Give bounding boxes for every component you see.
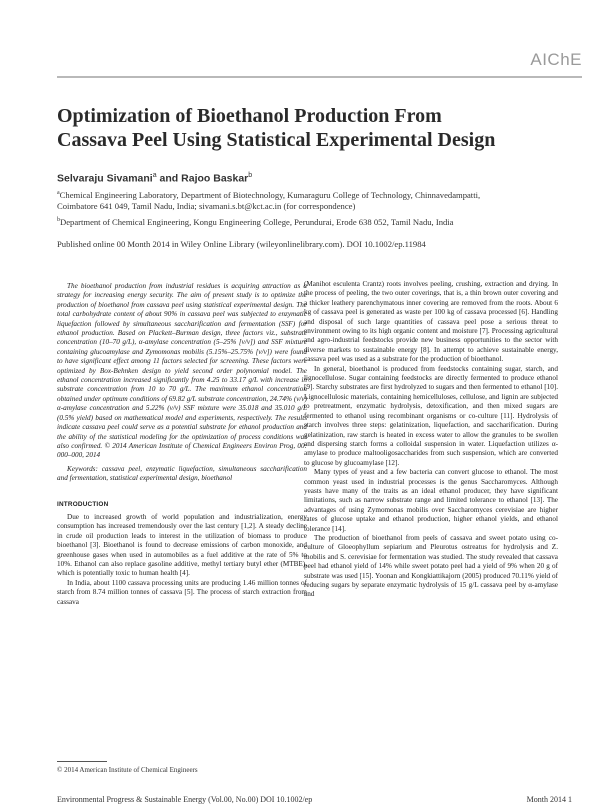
affiliation-b bbox=[57, 215, 577, 228]
journal-footer: Environmental Progress & Sustainable Energy (Vol.00, No.00) DOI 10.1002/ep bbox=[57, 795, 313, 804]
footnote-rule bbox=[57, 761, 107, 762]
author-2: Rajoo Baskar bbox=[181, 172, 249, 185]
left-column bbox=[57, 282, 307, 607]
article-title bbox=[57, 104, 577, 152]
intro-paragraph-1: Due to increased growth of world population and industrialization, energy consumption has increased tremendously over the last century [1,2]. A steady decline in crude oil production leads to interest in the utilization of biomass to produce bioethanol [3]. Bioethanol is found to decrease emissions of carbon monoxide, and greenhouse gases when used in automobiles as a fuel additive at the rate of 5% to 10%. Ethanol can also replace gasoline additive, methyl tertiary butyl ether (MTBE), which is potentially toxic to human health [4]. bbox=[57, 512, 307, 578]
affiliation-a bbox=[57, 188, 577, 213]
author-conjunction: and bbox=[156, 172, 182, 185]
author-1: Selvaraju Sivamani bbox=[57, 172, 153, 185]
introduction-heading: INTRODUCTION bbox=[57, 500, 109, 508]
author-1-affil-mark: a bbox=[152, 172, 157, 179]
author-2-affil-mark: b bbox=[248, 172, 253, 179]
right-column bbox=[304, 280, 558, 600]
author-list bbox=[57, 172, 252, 185]
abstract: The bioethanol production from industrial residues is acquiring attraction as a strategy for increasing energy security. The aim of present study is to optimize the production of bioethanol from cassava peel using statistical experimental design. The total carbohydrate content of about 90% in cassava peel was subjected to enzymatic liquefaction followed by simultaneous saccharification and fermentation (SSF) for ethanol production. Based on Plackett–Burman design, three factors viz., substrate concentration (10–70 g/L), α-amylase concentration (5–25% [v/v]) and SSF mixture containing glucoamylase and Zymomonas mobilis (5.15%–25.75% [v/v]) were found to have significant effect among 11 factors selected for screening. These factors were optimized by Box-Behnken design to yield second order polynomial model. The ethanol concentration increased significantly from 4.25 to 33.17 g/L with increase in substrate concentration from 10 to 70 g/L. The maximum ethanol concentration obtained under optimum conditions of 69.82 g/L substrate concentration, 24.74% (v/v) α-amylase concentration and 5.22% (v/v) SSF mixture were 35.018 and 35.010 g/L (0.5% yield) based on mathematical model and experiments, respectively. The results indicate cassava peel could serve as a potential substrate for ethanol production and the ability of the statistical modeling for the optimization of process conditions was also confirmed. © 2014 American Institute of Chemical Engineers Environ Prog, 00: 000–000, 2014 bbox=[57, 282, 307, 460]
journal-logo: AIChE bbox=[530, 50, 582, 69]
title-line-1: Optimization of Bioethanol Production From bbox=[57, 105, 442, 127]
intro-paragraph-2: In India, about 1100 cassava processing units are producing 1.46 million tonnes of starch from 8.74 million tonnes of cassava [5]. The process of starch extraction from cassava bbox=[57, 578, 307, 606]
affiliation-a-line-1: Chemical Engineering Laboratory, Department of Biotechnology, Kumaraguru College of Technology, Chinnavedampatti, bbox=[59, 189, 481, 200]
page-number-footer: Month 2014 1 bbox=[526, 795, 572, 804]
copyright-footnote: © 2014 American Institute of Chemical Engineers bbox=[57, 766, 198, 774]
affiliation-b-mark: b bbox=[57, 217, 60, 223]
body-paragraph-3: Many types of yeast and a few bacteria can convert glucose to ethanol. The most common yeast used in industrial processes is the genus Saccharomyces. Although yeasts have many of the traits as an ideal ethanol producer, they have significant limitations, such as narrow substrate range and limited tolerance to ethanol [13]. The advantages of using Zymomonas mobilis over Saccharomyces cerevisiae are higher rates of glucose uptake and ethanol production, higher ethanol yields, and ethanol tolerance [14]. bbox=[304, 468, 558, 533]
affiliation-a-mark: a bbox=[57, 190, 60, 196]
title-line-2: Cassava Peel Using Statistical Experimental Design bbox=[57, 129, 496, 151]
affiliation-b-line-1: Department of Chemical Engineering, Kongu Engineering College, Perundurai, Erode 638 052, Tamil Nadu, India bbox=[60, 216, 454, 227]
keywords: Keywords: cassava peel, enzymatic liquefaction, simultaneous saccharification and fermentation, statistical experimental design, bioethanol bbox=[57, 464, 307, 483]
body-paragraph-4: The production of bioethanol from peels of cassava and sweet potato using co-culture of Gloeophyllum sepiarium and Pleurotus ostreatus for hydrolysis and Z. mobilis and S. cerevisiae for fermentation was studied. The study revealed that cassava peel had ethanol yield of 14% while sweet potato peel had a yield of 9% when 20 g of substrate was used [15]. Yoonan and Kongkiattikajorn (2005) produced 70.11% yield of reducing sugars by separate enzymatic hydrolysis of 15 g/L cassava peel by α-amylase and bbox=[304, 533, 558, 599]
affiliation-a-line-2: Coimbatore 641 049, Tamil Nadu, India; sivamani.s.bt@kct.ac.in (for correspondence) bbox=[57, 201, 356, 212]
header-rule bbox=[57, 76, 582, 78]
body-paragraph-1: (Manihot esculenta Crantz) roots involves peeling, crushing, extraction and drying. In the process of peeling, the two outer coverings, that is, a thin brown outer covering and a thicker leathery parenchymatous inner covering are removed from the roots. About 6 kg of cassava peel is generated as waste per 100 kg of cassava processed [6]. Handling and disposal of such large quantities of cassava peel pose a serious threat to environment owing to its high organic content and moisture [7]. Processing agricultural and agro-industrial feedstocks provide new business opportunities to the sector with diverse markets to sustainable energy [8]. In attempt to achieve sustainable energy, cassava peel was used as a substrate for the production of bioethanol. bbox=[304, 280, 558, 364]
body-paragraph-2: In general, bioethanol is produced from feedstocks containing sugar, starch, and lignocellulose. Sugar containing feedstocks are directly fermented to produce ethanol [9]. Starchy substrates are first hydrolyzed to sugars and then fermented to ethanol [10]. Lignocellulosic materials, containing hemicelluloses, cellulose, and lignin are subjected to pretreatment, enzymatic hydrolysis, detoxification, and then mixed sugars are fermented to ethanol using recombinant organisms or co-culture [11]. Hydrolysis of starch involves three steps: gelatinization, liquefaction, and saccharification. During gelatinization, raw starch is heated in excess water to allow the granules to be swollen and dispersing starch forms a colloidal suspension in water. Liquefaction utilizes α-amylase to produce maltooligosaccharides from such suspension, which are converted to glucose by glucoamylase [12]. bbox=[304, 364, 558, 467]
publication-info: Published online 00 Month 2014 in Wiley Online Library (wileyonlinelibrary.com). DOI 10.1002/ep.11984 bbox=[57, 239, 426, 249]
